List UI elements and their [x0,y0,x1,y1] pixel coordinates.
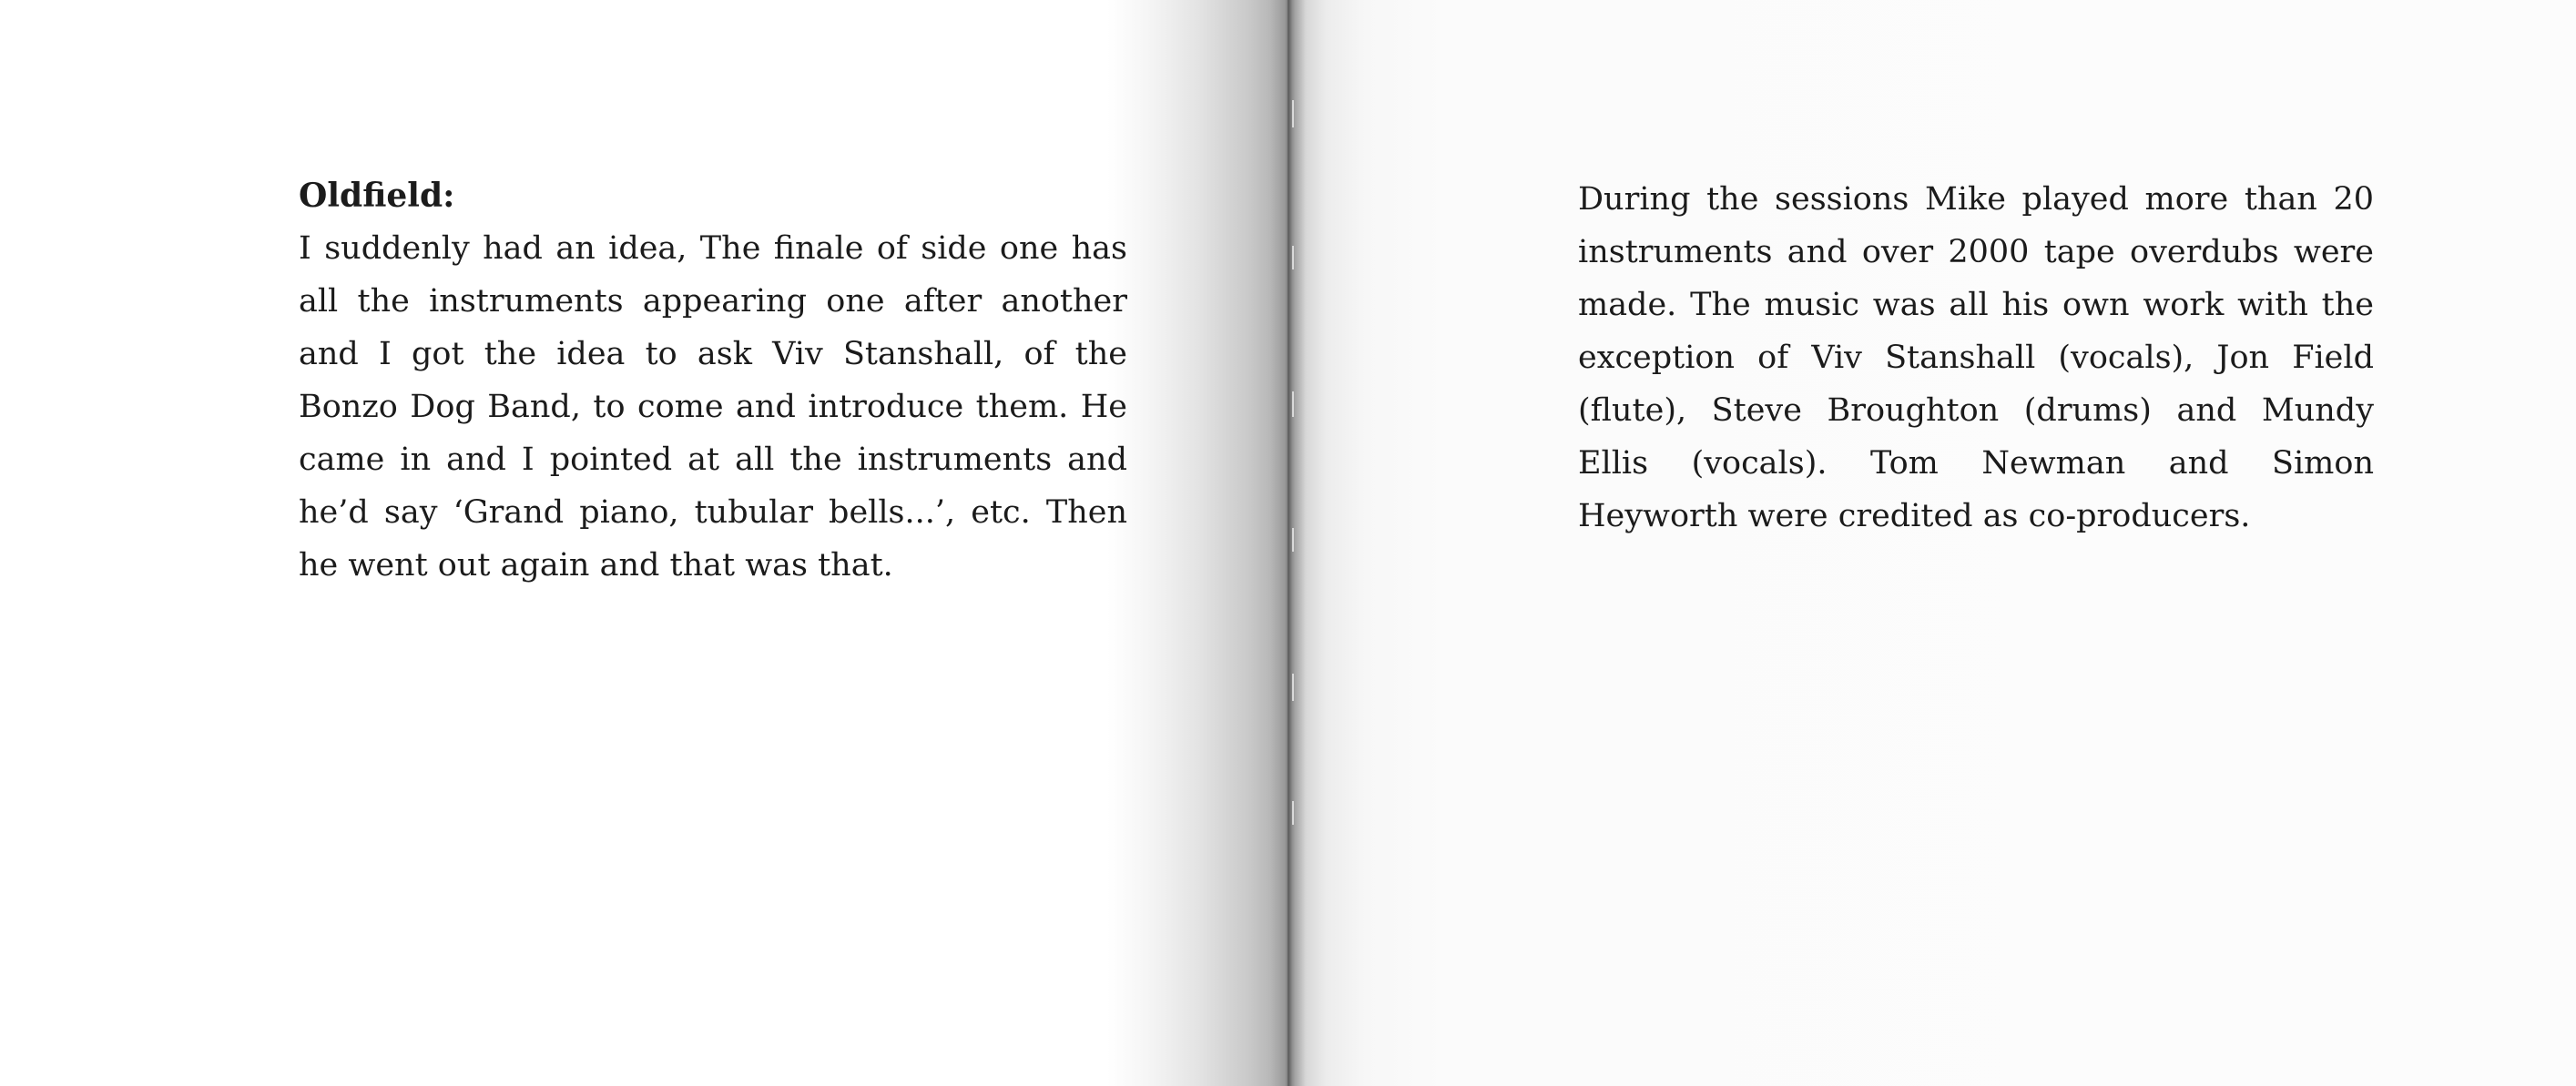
sessions-paragraph: During the sessions Mike played more than 20 instruments and over 2000 tape overdubs were made. The music was all his own work with the exception of Viv Stanshall (vocals), Jon Field (flute), Steve Broughton (drums) and Mundy Ellis (vocals). Tom Newman and Simon Heyworth were credited as co-producers. [1578,181,2374,534]
book-spine [1270,0,1307,1086]
spine-stitch [1292,674,1294,701]
speaker-heading: Oldfield: [299,177,455,215]
left-text-block [299,169,1127,592]
oldfield-quote: I suddenly had an idea, The finale of side one has all the instruments appearing one after another and I got the idea to ask Viv Stanshall, of the Bonzo Dog Band, to come and introduce them. He came in and I pointed at all the instruments and he’d say ‘Grand piano, tubular bells...’, etc. Then he went out again and that was that. [299,230,1127,584]
spine-stitch [1292,801,1294,825]
spine-stitch [1292,391,1294,417]
spine-stitch [1292,100,1294,127]
right-page [1288,0,2576,1086]
spine-stitch [1292,246,1294,269]
spine-stitch [1292,528,1294,552]
right-text-block [1578,173,2374,543]
